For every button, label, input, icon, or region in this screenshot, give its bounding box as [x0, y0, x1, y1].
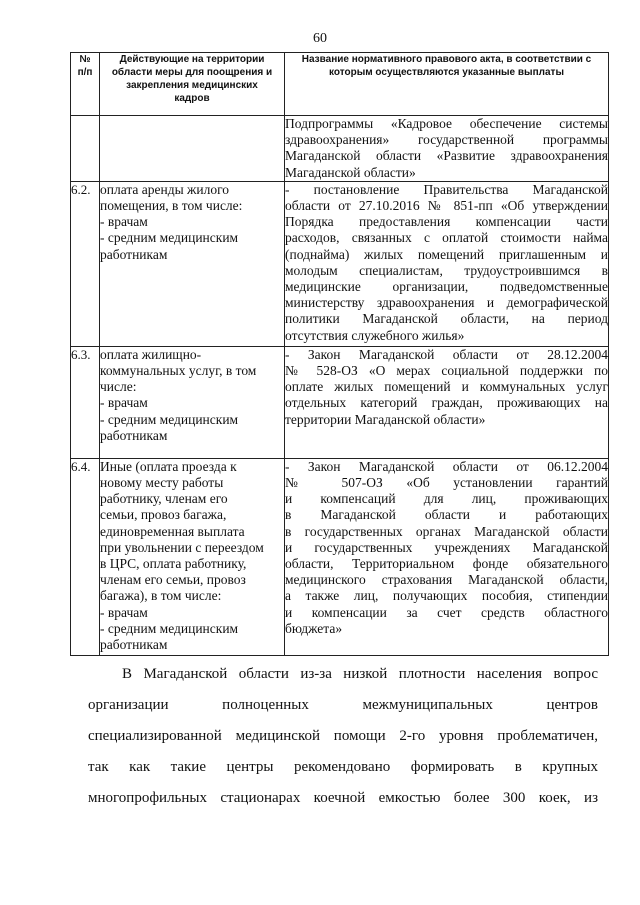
paragraph-line: специализированной медицинской помощи 2-го уровня проблематичен,	[88, 728, 598, 744]
header-num	[71, 53, 100, 116]
header-act-line: Название нормативного правового акта, в соответствии с	[301, 54, 592, 65]
legal-act-line: оплате жилых помещений и коммунальных услуг	[285, 379, 608, 395]
legal-act-line: молодым специалистам, трудоустроившимся в	[285, 262, 608, 278]
measure-line: работникам	[100, 246, 168, 262]
measure-line: при увольнении с переездом	[100, 539, 264, 555]
row-number: 6.4.	[71, 458, 100, 655]
measure-line: работникам	[100, 427, 168, 443]
measure-description	[100, 116, 285, 182]
paragraph-line: так как такие центры рекомендовано формировать в крупных	[88, 759, 598, 775]
legal-act-line: в государственных органах Магаданской области	[285, 523, 608, 539]
legal-act-line: Порядка предоставления компенсации части	[285, 214, 608, 230]
measure-line: Иные (оплата проезда к	[100, 458, 237, 474]
legal-act-line: - Закон Магаданской области от 28.12.2004	[285, 346, 608, 362]
measure-line: работнику, членам его	[100, 491, 228, 507]
table-row	[71, 181, 609, 346]
legal-act-line: здравоохранения» государственной программы	[285, 132, 608, 148]
measure-description	[100, 458, 285, 655]
header-num-line: п/п	[77, 67, 93, 78]
measure-line: - средним медицинским	[100, 620, 239, 636]
measure-line: - средним медицинским	[100, 230, 239, 246]
legal-act-line: Магаданской области»	[285, 164, 416, 180]
table-row	[71, 346, 609, 458]
body-paragraph	[88, 659, 598, 814]
legal-act-line: (поднайма) жилых помещений приглашенным и	[285, 246, 608, 262]
paragraph-line: многопрофильных стационарах коечной емкостью более 300 коек, из	[88, 790, 598, 806]
measure-line: коммунальных услуг, в том	[100, 363, 257, 379]
legal-act-line: и компенсаций для лиц, проживающих	[285, 491, 608, 507]
measure-line: - врачам	[100, 395, 148, 411]
legal-act-line: № 528-ОЗ «О мерах социальной поддержки по	[285, 363, 608, 379]
legal-act-line: а также лиц, получающих пособия, стипендии	[285, 588, 608, 604]
measure-line: багажа), в том числе:	[100, 588, 222, 604]
measure-line: помещения, в том числе:	[100, 198, 243, 214]
measure-line: числе:	[100, 379, 137, 395]
paragraph-line: организации полноценных межмуниципальных центров	[88, 697, 598, 713]
legal-act-line: медицинские организации, подведомственные	[285, 279, 608, 295]
header-measures-line: закрепления медицинских	[126, 80, 258, 91]
legal-act-line: области, Территориальном фонде обязательного	[285, 556, 608, 572]
legal-act	[285, 181, 609, 346]
legal-act-line: Подпрограммы «Кадровое обеспечение системы	[285, 116, 608, 131]
legal-act-line: № 507-ОЗ «Об установлении гарантий	[285, 475, 608, 491]
table-row	[71, 116, 609, 182]
measure-line: семьи, провоз багажа,	[100, 507, 227, 523]
legal-act-line: и государственных учреждениях Магаданской	[285, 539, 608, 555]
payments-table	[70, 52, 609, 656]
measure-line: - врачам	[100, 214, 148, 230]
measure-line: членам его семьи, провоз	[100, 572, 246, 588]
table-body	[71, 116, 609, 656]
legal-act	[285, 458, 609, 655]
measure-line: работникам	[100, 637, 168, 653]
paragraph-line: В Магаданской области из-за низкой плотности населения вопрос	[122, 666, 598, 682]
header-num-line: №	[79, 54, 91, 65]
row-number: 6.2.	[71, 181, 100, 346]
table-row	[71, 458, 609, 655]
legal-act-line: - постановление Правительства Магаданской	[285, 181, 608, 197]
header-act-line: которым осуществляются указанные выплаты	[329, 67, 564, 78]
header-measures	[100, 53, 285, 116]
legal-act-line: в Магаданской области и работающих	[285, 507, 608, 523]
legal-act-line: территории Магаданской области»	[285, 411, 486, 427]
row-number	[71, 116, 100, 182]
measure-line: оплата жилищно-	[100, 346, 202, 362]
measure-line: - средним медицинским	[100, 411, 239, 427]
legal-act-line: и компенсации за счет средств областного	[285, 604, 608, 620]
header-measures-line: Действующие на территории	[119, 54, 265, 65]
legal-act	[285, 116, 609, 182]
measure-description	[100, 346, 285, 458]
table-header-row	[71, 53, 609, 116]
header-act	[285, 53, 609, 116]
legal-act-line: области от 27.10.2016 № 851-пп «Об утверждении	[285, 198, 608, 214]
measure-line: оплата аренды жилого	[100, 181, 230, 197]
legal-act-line: Магаданской области «Развитие здравоохранения	[285, 148, 608, 164]
measure-description	[100, 181, 285, 346]
legal-act-line: отдельных категорий граждан, проживающих на	[285, 395, 608, 411]
legal-act	[285, 346, 609, 458]
row-number: 6.3.	[71, 346, 100, 458]
legal-act-line: бюджета»	[285, 620, 343, 636]
legal-act-line: отсутствия служебного жилья»	[285, 327, 465, 343]
page-number: 60	[313, 31, 327, 46]
legal-act-line: медицинского страхования Магаданской области,	[285, 572, 608, 588]
legal-act-line: политики Магаданской области, на период	[285, 311, 608, 327]
measure-line: единовременная выплата	[100, 523, 245, 539]
legal-act-line: расходов, связанных с оплатой стоимости найма	[285, 230, 608, 246]
legal-act-line: министерству здравоохранения и демографической	[285, 295, 608, 311]
header-measures-line: области меры для поощрения и	[111, 67, 273, 78]
measure-line: новому месту работы	[100, 475, 224, 491]
measure-line: - врачам	[100, 604, 148, 620]
measure-line: в ЦРС, оплата работнику,	[100, 556, 247, 572]
legal-act-line: - Закон Магаданской области от 06.12.2004	[285, 458, 608, 474]
header-measures-line: кадров	[174, 93, 210, 104]
